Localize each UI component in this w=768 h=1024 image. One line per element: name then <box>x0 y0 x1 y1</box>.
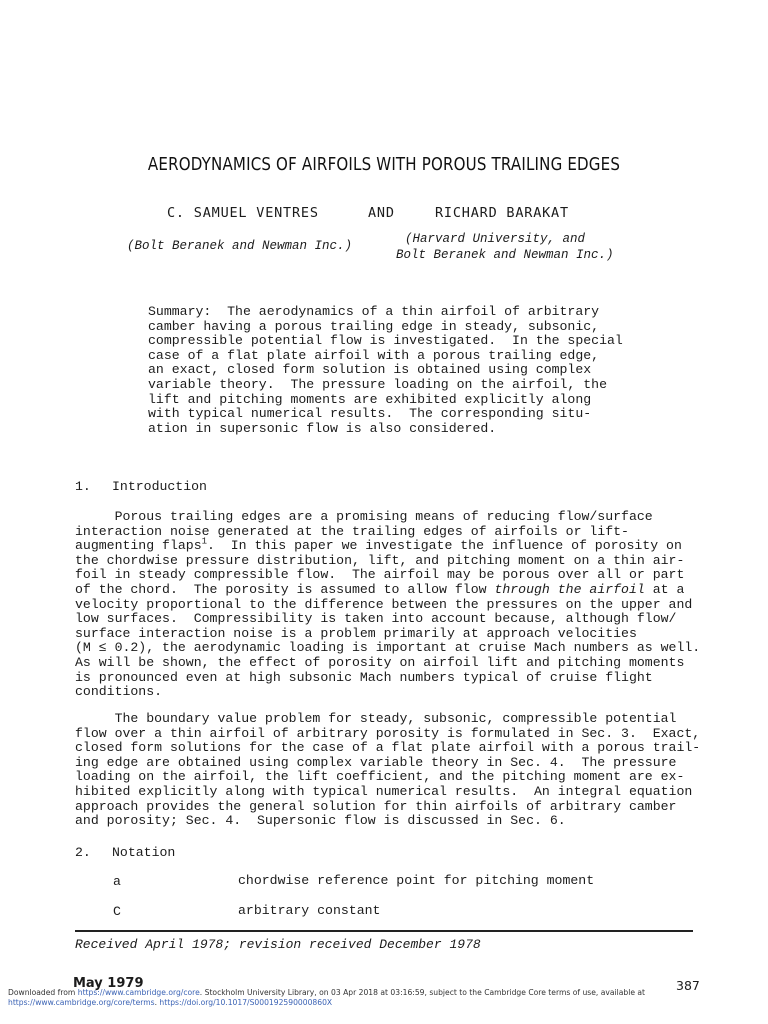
affiliation-barakat-line1: (Harvard University, and <box>405 232 586 246</box>
section-1-number: 1. <box>75 479 91 494</box>
summary: Summary: The aerodynamics of a thin airfoil of arbitrary camber having a porous trailing edge in steady, subsonic, compressible potential flow is investigated. In the special case of a flat plate airfoil with a porous trailing edge, an exact, closed form solution is obtained using complex variable theory. The pressure loading on the airfoil, the lift and pitching moments are exhibited explicitly along with typical numerical results. The corresponding situ- ation in supersonic flow is also considered. <box>148 304 623 436</box>
author-ventres: C. SAMUEL VENTRES <box>167 205 319 221</box>
notation-symbol: a <box>113 874 121 889</box>
introduction-paragraph-1: Porous trailing edges are a promising means of reducing flow/surface interaction noise generated at the trailing edges of airfoils or lift- augmenting flaps$^1$. In this paper we investigate the influence of porosity on the chordwise pressure distribution, lift, and pitching moment on a thin air- foil in steady compressible flow. The airfoil may be porous over all or part of the chord. The porosity is assumed to allow flow through the airfoil at a velocity proportional to the difference between the pressures on the upper and low surfaces. Compressibility is taken into account because, although flow/ surface interaction noise is a problem primarily at approach velocities (M ≤ 0.2), the aerodynamic loading is important at cruise Mach numbers as well. As will be shown, the effect of porosity on airfoil lift and pitching moments is pronounced even at high subsonic Mach numbers typical of cruise flight conditions. <box>75 509 701 700</box>
received-note: Received April 1978; revision received December 1978 <box>75 937 481 952</box>
summary-label: Summary: <box>148 304 212 319</box>
affiliation-ventres: (Bolt Beranek and Newman Inc.) <box>127 239 353 253</box>
introduction-paragraph-2: The boundary value problem for steady, subsonic, compressible potential flow over a thin airfoil of arbitrary porosity is formulated in Sec. 3. Exact, closed form solutions for the case of a flat plate airfoil with a porous trail- ing edge are obtained using complex variable theory in Sec. 4. The pressure loading on the airfoil, the lift coefficient, and the pitching moment are ex- hibited explicitly along with typical numerical results. An integral equation approach provides the general solution for thin airfoils of arbitrary camber and porosity; Sec. 4. Supersonic flow is discussed in Sec. 6. <box>75 711 701 829</box>
author-barakat: RICHARD BARAKAT <box>435 205 569 221</box>
section-1-heading: Introduction <box>112 479 207 494</box>
cambridge-terms-link[interactable]: https://www.cambridge.org/core/terms <box>8 998 155 1007</box>
doi-link[interactable]: https://doi.org/10.1017/S000192590000860X <box>159 998 333 1007</box>
footnote-ref: 1 <box>201 536 208 547</box>
section-2-number: 2. <box>75 845 91 860</box>
download-notice: Downloaded from https://www.cambridge.org/core. Stockholm University Library, on 03 Apr 2018 at 03:16:59, subject to the Cambridge Core terms of use, available at https://www.cambridge.org/core/terms. https://doi.org/10.1017/S000192590000860X <box>8 988 646 1007</box>
notation-definition: chordwise reference point for pitching moment <box>238 873 595 888</box>
issue-date: May 1979 <box>73 976 144 991</box>
paper-title: AERODYNAMICS OF AIRFOILS WITH POROUS TRAILING EDGES <box>147 155 621 175</box>
section-2-heading: Notation <box>112 845 176 860</box>
affiliation-barakat-line2: Bolt Beranek and Newman Inc.) <box>396 248 614 262</box>
footnote-rule <box>75 930 693 932</box>
emphasis-through-airfoil: through the airfoil <box>494 581 645 597</box>
notation-definition: arbitrary constant <box>238 903 381 918</box>
notation-symbol: C <box>113 904 121 919</box>
cambridge-core-link[interactable]: https://www.cambridge.org/core <box>77 988 200 997</box>
author-conjunction: AND <box>368 205 395 221</box>
page-number: 387 <box>676 978 700 993</box>
